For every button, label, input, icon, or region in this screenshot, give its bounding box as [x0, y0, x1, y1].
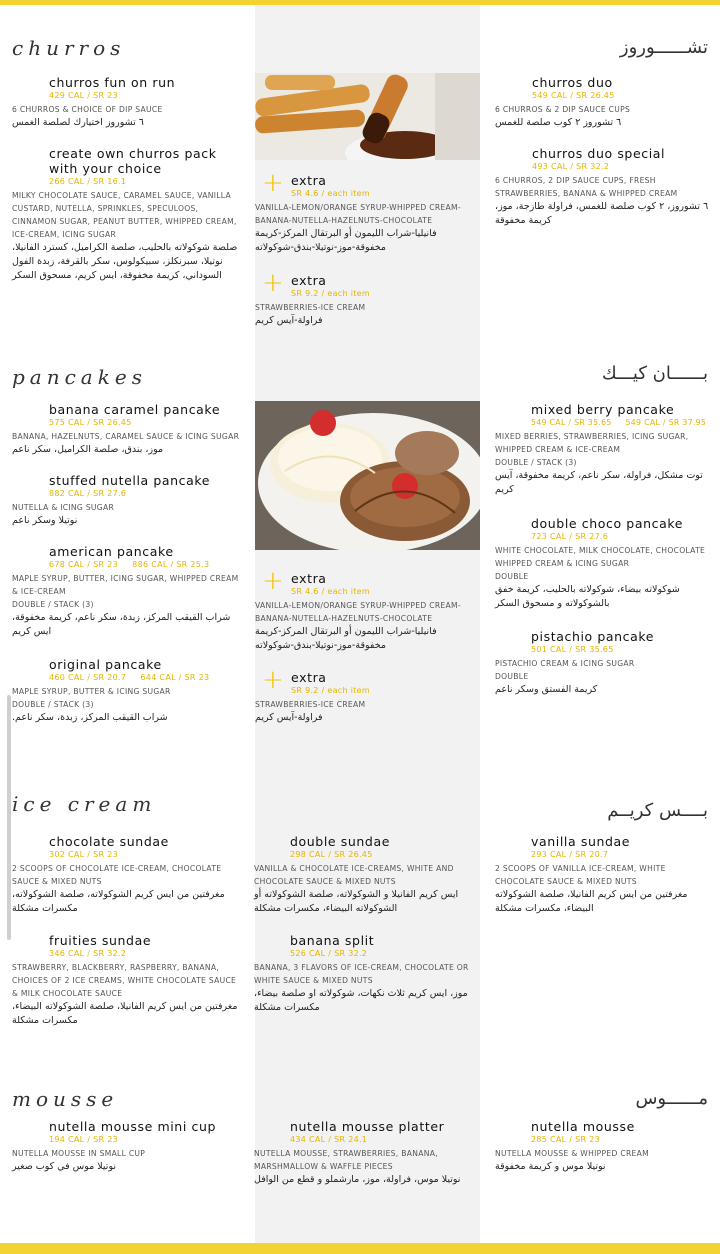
extra-price: SR 9.2 / each item — [291, 686, 370, 695]
menu-item-mousse-mini — [12, 1119, 244, 1174]
item-description: NUTELLA MOUSSE IN SMALL CUP — [12, 1149, 146, 1158]
pancake-photo — [255, 401, 480, 550]
item-description: MILKY CHOCOLATE SAUCE, CARAMEL SAUCE, VANILLA CUSTARD, NUTELLA, SPRINKLES, SPECULOOS, CINNAMON SUGAR, PEANUT BUTTER, WHIPPED CREAM, ICE-CREAM, ICING SUGAR — [12, 191, 237, 239]
item-name: churros fun on run — [49, 75, 176, 90]
item-name: banana split — [290, 933, 375, 948]
item-price: 526 CAL / SR 32.2 — [290, 949, 368, 958]
section-title-churros-ar: تشــــــوروز — [619, 37, 708, 58]
item-description: 6 CHURROS & 2 DIP SAUCE CUPS — [495, 105, 631, 114]
extra-description-ar: فانيليا-شراب الليمون أو البرتقال المركز-كريمة مخفوقة-موز-نوتيلا-بندق-شوكولاته — [255, 228, 437, 253]
menu-item-banana-split — [254, 933, 478, 1015]
menu-item-original-pancake — [12, 657, 244, 725]
item-description-ar: شوكولاته بيضاء، شوكولاته بالحليب، كريمة خفق بالشوكولاته و مسحوق السكر — [495, 584, 680, 609]
item-price: 429 CAL / SR 23 — [49, 91, 118, 100]
extra-description-ar: فانيليا-شراب الليمون أو البرتقال المركز-كريمة مخفوقة-موز-نوتيلا-بندق-شوكولاته — [255, 626, 437, 651]
item-description: MIXED BERRIES, STRAWBERRIES, ICING SUGAR, WHIPPED CREAM & ICE-CREAM — [495, 432, 689, 454]
section-title-pancakes-ar: بــــــان كيـــك — [601, 363, 708, 384]
item-description: NUTELLA MOUSSE, STRAWBERRIES, BANANA, MARSHMALLOW & WAFFLE PIECES — [254, 1149, 438, 1171]
item-description: NUTELLA & ICING SUGAR — [12, 503, 115, 512]
item-description-ar: ٦ تشوروز اختيارك لصلصة الغمس — [12, 117, 144, 128]
extra-churros-sauce — [255, 168, 476, 255]
menu-item-chocolate-sundae — [12, 834, 244, 916]
menu-item-churros-duo — [495, 75, 717, 130]
extra-description-ar: فراولة-آيس كريم — [255, 315, 323, 326]
item-size-options: DOUBLE / STACK (3) — [495, 458, 577, 467]
extra-pancake-sauce — [255, 566, 476, 653]
item-name: double sundae — [290, 834, 391, 849]
item-name: nutella mousse — [531, 1119, 635, 1134]
item-description-ar: نوتيلا وسكر ناعم — [12, 515, 78, 526]
item-price: 723 CAL / SR 27.6 — [531, 532, 609, 541]
churros-photo — [255, 73, 480, 160]
extra-title: extra — [291, 173, 327, 188]
item-description-ar: كريمة الفستق وسكر ناعم — [495, 684, 598, 695]
item-name: nutella mousse platter — [290, 1119, 445, 1134]
item-price: 293 CAL / SR 20.7 — [531, 850, 609, 859]
item-price: 882 CAL / SR 27.6 — [49, 489, 127, 498]
item-name: churros duo special — [532, 146, 666, 161]
item-description-ar: شراب القيقب المركز، زبدة، سكر ناعم، كريمة مخفوقة، ايس كريم — [12, 612, 231, 637]
item-description-ar: موز، بندق، صلصة الكراميل، سكر ناعم — [12, 444, 164, 455]
item-description: 2 SCOOPS OF VANILLA ICE-CREAM, WHITE CHOCOLATE SAUCE & MIXED NUTS — [495, 864, 666, 886]
item-description: 6 CHURROS, 2 DIP SAUCE CUPS, FRESH STRAWBERRIES, BANANA & WHIPPED CREAM — [495, 176, 678, 198]
item-description-ar: مغرفتين من ايس كريم الفانيلا، صلصة الشوكولاته البيضاء، مكسرات مشكلة — [12, 1001, 238, 1026]
section-title-mousse: mousse — [12, 1087, 119, 1111]
extra-description: STRAWBERRIES-ICE CREAM — [255, 303, 366, 312]
item-description: VANILLA & CHOCOLATE ICE-CREAMS, WHITE AND CHOCOLATE SAUCE & MIXED NUTS — [254, 864, 454, 886]
bottom-accent-bar — [0, 1243, 720, 1254]
section-title-mousse-ar: مــــــوس — [635, 1088, 708, 1109]
item-name: churros duo — [532, 75, 613, 90]
menu-item-american-pancake — [12, 544, 244, 639]
item-description-ar: نوتيلا موس، فراولة، موز، مارشملو و قطع من الوافل — [254, 1174, 461, 1185]
item-size-options: DOUBLE / STACK (3) — [12, 600, 94, 609]
item-description: MAPLE SYRUP, BUTTER, ICING SUGAR, WHIPPED CREAM & ICE-CREAM — [12, 574, 239, 596]
item-description: MAPLE SYRUP, BUTTER & ICING SUGAR — [12, 687, 171, 696]
item-price: 575 CAL / SR 26.45 — [49, 418, 132, 427]
item-description: WHITE CHOCOLATE, MILK CHOCOLATE, CHOCOLATE WHIPPED CREAM & ICING SUGAR — [495, 546, 706, 568]
plus-icon: + — [262, 566, 284, 596]
item-name: double choco pancake — [531, 516, 684, 531]
item-description-ar: ٦ تشوروز ٢ كوب صلصة للغمس — [495, 117, 622, 128]
item-price: 549 CAL / SR 26.45 — [532, 91, 615, 100]
item-size-options: DOUBLE — [495, 572, 529, 581]
extra-description-ar: فراولة-آيس كريم — [255, 712, 323, 723]
item-size-options: DOUBLE — [495, 672, 529, 681]
item-description: PISTACHIO CREAM & ICING SUGAR — [495, 659, 635, 668]
section-title-pancakes: pancakes — [12, 365, 147, 389]
item-name: original pancake — [49, 657, 162, 672]
item-price: 434 CAL / SR 24.1 — [290, 1135, 368, 1144]
item-price: 302 CAL / SR 23 — [49, 850, 118, 859]
menu-item-mousse-platter — [254, 1119, 478, 1187]
item-description-ar: موز، ايس كريم ثلاث نكهات، شوكولاته او صلصة بيضاء، مكسرات مشكلة — [254, 988, 468, 1013]
item-name: pistachio pancake — [531, 629, 655, 644]
extra-price: SR 4.6 / each item — [291, 189, 370, 198]
section-title-churros: churros — [12, 36, 126, 60]
item-size-options: DOUBLE / STACK (3) — [12, 700, 94, 709]
plus-icon: + — [262, 268, 284, 298]
item-name: american pancake — [49, 544, 174, 559]
item-description-ar: ٦ تشوروز، ٢ كوب صلصة للغمس، فراولة طازجة، موز، كريمة مخفوقة — [495, 201, 709, 226]
menu-item-pistachio — [495, 629, 717, 697]
item-name: fruities sundae — [49, 933, 152, 948]
item-name: chocolate sundae — [49, 834, 169, 849]
section-title-ice-cream: ice cream — [12, 792, 157, 816]
item-price: 346 CAL / SR 32.2 — [49, 949, 127, 958]
item-name: stuffed nutella pancake — [49, 473, 211, 488]
item-price: 298 CAL / SR 26.45 — [290, 850, 373, 859]
extra-pancake-fruit — [255, 665, 476, 725]
item-description-ar: توت مشكل، فراولة، سكر ناعم، كريمة مخفوقة، آيس كريم — [495, 470, 703, 495]
plus-icon: + — [262, 168, 284, 198]
extra-description: STRAWBERRIES-ICE CREAM — [255, 700, 366, 709]
menu-item-mixed-berry — [495, 402, 719, 497]
extra-price: SR 9.2 / each item — [291, 289, 370, 298]
menu-item-double-sundae — [254, 834, 478, 916]
menu-item-stuffed-nutella — [12, 473, 244, 528]
item-price: 678 CAL / SR 23 886 CAL / SR 25.3 — [49, 560, 210, 569]
extra-description: VANILLA-LEMON/ORANGE SYRUP-WHIPPED CREAM-BANANA-NUTELLA-HAZELNUTS-CHOCOLATE — [255, 203, 461, 225]
item-description: 6 CHURROS & CHOICE OF DIP SAUCE — [12, 105, 163, 114]
extra-price: SR 4.6 / each item — [291, 587, 370, 596]
item-description-ar: شراب القيقب المركز، زبدة، سكر ناعم. — [12, 712, 168, 723]
menu-item-churros-fun — [12, 75, 242, 130]
item-name: mixed berry pancake — [531, 402, 675, 417]
item-description: 2 SCOOPS OF CHOCOLATE ICE-CREAM, CHOCOLATE SAUCE & MIXED NUTS — [12, 864, 222, 886]
item-name: nutella mousse mini cup — [49, 1119, 216, 1134]
section-title-ice-cream-ar: بــــس كريــم — [607, 800, 708, 821]
item-description: BANANA, 3 FLAVORS OF ICE-CREAM, CHOCOLATE OR WHITE SAUCE & MIXED NUTS — [254, 963, 469, 985]
item-name: vanilla sundae — [531, 834, 631, 849]
extra-title: extra — [291, 273, 327, 288]
menu-item-vanilla-sundae — [495, 834, 717, 916]
item-price: 266 CAL / SR 16.1 — [49, 177, 127, 186]
menu-item-banana-caramel — [12, 402, 244, 457]
item-name: banana caramel pancake — [49, 402, 221, 417]
item-description-ar: صلصة شوكولاته بالحليب، صلصة الكراميل، كسترد الفانيلا، نوتيلا، سبرنكلز، سبيكولوس، سكر بالقرفة، زبدة الفول السوداني، كريمة مخفوقة، ايس كريم، مسحوق السكر — [12, 242, 238, 281]
extra-title: extra — [291, 670, 327, 685]
item-description-ar: مغرفتين من ايس كريم الفانيلا، صلصة الشوكولاته البيضاء، مكسرات مشكلة — [495, 889, 688, 914]
item-price: 549 CAL / SR 35.65 549 CAL / SR 37.95 — [531, 418, 707, 427]
extra-churros-fruit — [255, 268, 476, 328]
menu-item-mousse-cup — [495, 1119, 717, 1174]
plus-icon: + — [262, 665, 284, 695]
item-price: 493 CAL / SR 32.2 — [532, 162, 610, 171]
menu-item-fruities-sundae — [12, 933, 244, 1028]
item-description-ar: نوتيلا موس و كريمة مخفوقة — [495, 1161, 606, 1172]
item-name: create own churros pack with your choice — [49, 146, 217, 176]
item-price: 501 CAL / SR 35.65 — [531, 645, 614, 654]
menu-item-churros-duo-special — [495, 146, 717, 228]
extra-title: extra — [291, 571, 327, 586]
item-price: 285 CAL / SR 23 — [531, 1135, 600, 1144]
item-description: BANANA, HAZELNUTS, CARAMEL SAUCE & ICING SUGAR — [12, 432, 240, 441]
item-price: 194 CAL / SR 23 — [49, 1135, 118, 1144]
menu-item-double-choco — [495, 516, 717, 611]
scrollbar-thumb[interactable] — [7, 695, 11, 940]
menu-item-churros-create — [12, 146, 244, 283]
item-description-ar: نوتيلا موس في كوب صغير — [12, 1161, 116, 1172]
extra-description: VANILLA-LEMON/ORANGE SYRUP-WHIPPED CREAM-BANANA-NUTELLA-HAZELNUTS-CHOCOLATE — [255, 601, 461, 623]
item-description: NUTELLA MOUSSE & WHIPPED CREAM — [495, 1149, 649, 1158]
item-description: STRAWBERRY, BLACKBERRY, RASPBERRY, BANANA, CHOICES OF 2 ICE CREAMS, WHITE CHOCOLATE SAUCE & MILK CHOCOLATE SAUCE — [12, 963, 237, 998]
item-description-ar: مغرفتين من ايس كريم الشوكولاته، صلصة الشوكولاته، مكسرات مشكلة — [12, 889, 225, 914]
item-description-ar: ايس كريم الفانيلا و الشوكولاته، صلصة الشوكولاته أو الشوكولاته البيضاء، مكسرات مشكلة — [254, 889, 459, 914]
item-price: 460 CAL / SR 20.7 644 CAL / SR 23 — [49, 673, 210, 682]
